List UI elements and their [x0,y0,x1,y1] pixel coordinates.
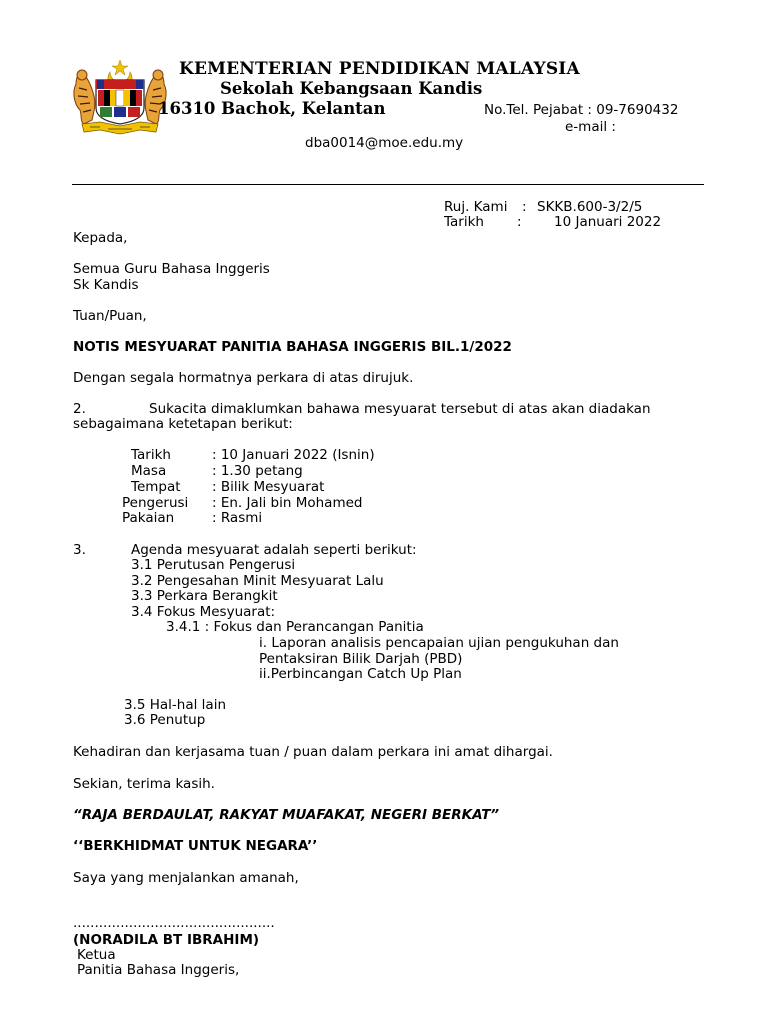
intro-paragraph: Dengan segala hormatnya perkara di atas dirujuk. [73,370,414,386]
signatory-department: Panitia Bahasa Inggeris, [77,962,240,978]
state-motto: “RAJA BERDAULAT, RAKYAT MUAFAKAT, NEGERI BERKAT” [73,807,500,823]
detail-value: : 10 Januari 2022 (Isnin) [212,447,375,463]
agenda-number: 3. [73,542,86,558]
reference-number: SKKB.600-3/2/5 [537,199,643,215]
agenda-intro: Agenda mesyuarat adalah seperti berikut: [131,542,417,558]
notice-title: NOTIS MESYUARAT PANITIA BAHASA INGGERIS BIL.1/2022 [73,339,512,355]
para2-line1: Sukacita dimaklumkan bahawa mesyuarat tersebut di atas akan diadakan [149,401,651,417]
agenda-subitem: 3.4.1 : Fokus dan Perancangan Panitia [166,619,424,635]
detail-value: : Bilik Mesyuarat [212,479,325,495]
recipient-line2: Sk Kandis [73,277,139,293]
agenda-item: 3.2 Pengesahan Minit Mesyuarat Lalu [131,573,384,589]
left-tiger-icon [74,70,95,124]
agenda-item: 3.1 Perutusan Pengerusi [131,557,296,573]
detail-label: Pengerusi [122,495,189,511]
letter-date: 10 Januari 2022 [554,214,662,230]
agenda-subpoint: Pentaksiran Bilik Darjah (PBD) [259,651,463,667]
shield-icon [96,80,144,124]
para2-number: 2. [73,401,86,417]
office-phone: No.Tel. Pejabat : 09-7690432 [484,102,679,118]
school-address: 16310 Bachok, Kelantan [158,99,386,118]
agenda-subpoint: ii.Perbincangan Catch Up Plan [259,666,462,682]
detail-label: Masa [131,463,167,479]
detail-label: Pakaian [122,510,175,526]
agenda-item: 3.4 Fokus Mesyuarat: [131,604,276,620]
date-label: Tarikh [444,214,484,230]
detail-value: : Rasmi [212,510,263,526]
signatory-role: Ketua [77,947,116,963]
email-address: dba0014@moe.edu.my [305,135,464,151]
reference-separator: : [522,199,527,215]
signature-dots: ............................................... [73,915,275,931]
salutation: Tuan/Puan, [73,308,147,324]
email-label: e-mail : [565,119,616,135]
school-name: Sekolah Kebangsaan Kandis [220,79,483,98]
agenda-subpoint: i. Laporan analisis pencapaian ujian pengukuhan dan [259,635,619,651]
signoff-line: Saya yang menjalankan amanah, [73,870,299,886]
detail-label: Tarikh [131,447,171,463]
closing-thanks: Sekian, terima kasih. [73,776,215,792]
agenda-item: 3.5 Hal-hal lain [124,697,227,713]
recipient-line1: Semua Guru Bahasa Inggeris [73,261,270,277]
kepada-label: Kepada, [73,230,128,246]
agenda-item: 3.3 Perkara Berangkit [131,588,278,604]
para2-line2: sebagaimana ketetapan berikut: [73,416,293,432]
letterhead-divider [72,184,704,185]
signatory-name: (NORADILA BT IBRAHIM) [73,932,260,948]
agenda-item: 3.6 Penutup [124,712,206,728]
detail-label: Tempat [131,479,181,495]
reference-label: Ruj. Kami [444,199,508,215]
closing-appreciation: Kehadiran dan kerjasama tuan / puan dalam perkara ini amat dihargai. [73,744,553,760]
national-motto: ‘‘BERKHIDMAT UNTUK NEGARA’’ [73,838,318,854]
ministry-name: KEMENTERIAN PENDIDIKAN MALAYSIA [179,59,580,79]
date-separator: : [517,214,522,230]
detail-value: : 1.30 petang [212,463,303,479]
coat-of-arms-emblem [70,58,170,138]
detail-value: : En. Jali bin Mohamed [212,495,363,511]
